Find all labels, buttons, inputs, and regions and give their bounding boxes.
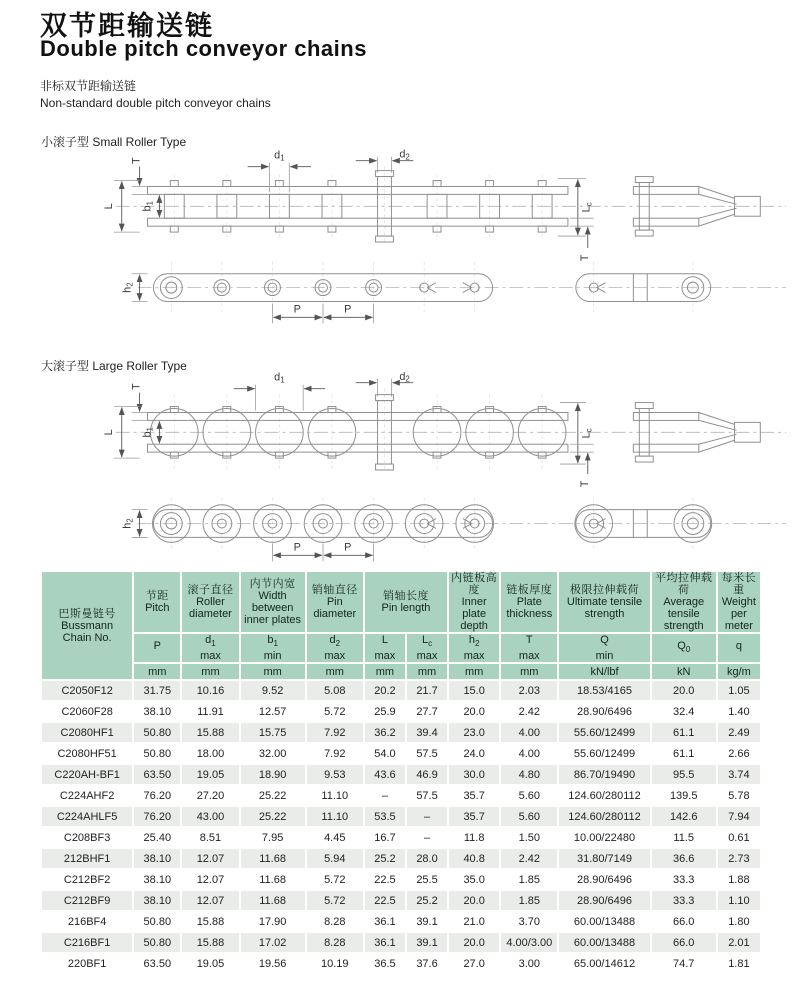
chain-no-cell: C216BF1	[42, 933, 132, 952]
value-cell: 86.70/19490	[559, 765, 649, 784]
symbol-q-min: Q min	[559, 634, 649, 662]
chain-no-cell: C220AH-BF1	[42, 765, 132, 784]
value-cell: 12.07	[182, 870, 238, 889]
value-cell: 8.28	[307, 912, 363, 931]
unit-cell: mm	[182, 664, 238, 679]
value-cell: –	[407, 828, 447, 847]
small-chain-plan-view	[122, 262, 786, 323]
chain-no-cell: C224AHF2	[42, 786, 132, 805]
value-cell: 60.00/13488	[559, 933, 649, 952]
unit-cell: mm	[407, 664, 447, 679]
value-cell: 33.3	[652, 870, 716, 889]
value-cell: 24.0	[449, 744, 499, 763]
value-cell: 11.10	[307, 807, 363, 826]
value-cell: 36.1	[365, 912, 405, 931]
table-row	[42, 891, 760, 910]
value-cell: 63.50	[134, 954, 180, 973]
value-cell: 1.05	[718, 681, 760, 700]
value-cell: 3.70	[501, 912, 557, 931]
value-cell: 15.75	[241, 723, 305, 742]
value-cell: 5.60	[501, 786, 557, 805]
spec-table	[40, 570, 762, 975]
value-cell: 4.80	[501, 765, 557, 784]
value-cell: 4.00/3.00	[501, 933, 557, 952]
dim-label-t: T	[130, 157, 143, 165]
value-cell: 10.00/22480	[559, 828, 649, 847]
unit-cell: mm	[449, 664, 499, 679]
unit-cell: kg/m	[718, 664, 760, 679]
value-cell: 12.07	[182, 891, 238, 910]
dimension-d2	[356, 371, 414, 397]
table-row	[42, 933, 760, 952]
value-cell: 25.5	[407, 870, 447, 889]
dim-label-lc: Lc	[580, 428, 594, 439]
dim-label-lc: Lc	[580, 202, 594, 213]
dim-label-d2: d2	[399, 148, 410, 162]
value-cell: 10.19	[307, 954, 363, 973]
chain-no-cell: C2060F28	[42, 702, 132, 721]
large-roller-diagram	[90, 370, 794, 568]
header-row-symbols	[42, 634, 760, 662]
col-header-roller-diameter: 滚子直径 Roller diameter	[182, 572, 238, 632]
table-row	[42, 912, 760, 931]
value-cell: –	[365, 786, 405, 805]
value-cell: 27.0	[449, 954, 499, 973]
value-cell: 11.68	[241, 870, 305, 889]
value-cell: 3.74	[718, 765, 760, 784]
value-cell: 20.0	[652, 681, 716, 700]
value-cell: 66.0	[652, 912, 716, 931]
value-cell: 17.90	[241, 912, 305, 931]
value-cell: 11.68	[241, 849, 305, 868]
value-cell: 2.42	[501, 849, 557, 868]
symbol-p: P	[134, 634, 180, 662]
table-row	[42, 786, 760, 805]
value-cell: 57.5	[407, 744, 447, 763]
dimension-t-bottom	[570, 444, 594, 487]
value-cell: 7.92	[307, 723, 363, 742]
table-row	[42, 828, 760, 847]
dim-label-d2: d2	[399, 370, 410, 384]
symbol-l-max: L max	[365, 634, 405, 662]
value-cell: 1.85	[501, 891, 557, 910]
header-row-names	[42, 572, 760, 632]
value-cell: 8.51	[182, 828, 238, 847]
col-header-weight-per-meter: 每米长重 Weight per meter	[718, 572, 760, 632]
value-cell: 4.00	[501, 744, 557, 763]
value-cell: 21.0	[449, 912, 499, 931]
dim-label-b1: b1	[141, 201, 155, 212]
value-cell: 32.00	[241, 744, 305, 763]
unit-cell: kN/lbf	[559, 664, 649, 679]
value-cell: 9.52	[241, 681, 305, 700]
value-cell: 25.2	[365, 849, 405, 868]
dim-label-p: P	[293, 541, 301, 554]
dim-label-p: P	[344, 303, 352, 316]
unit-cell: mm	[241, 664, 305, 679]
value-cell: 19.56	[241, 954, 305, 973]
col-header-average-tensile: 平均拉伸载荷 Average tensile strength	[652, 572, 716, 632]
table-row	[42, 681, 760, 700]
value-cell: 11.68	[241, 891, 305, 910]
value-cell: 31.80/7149	[559, 849, 649, 868]
value-cell: 15.88	[182, 933, 238, 952]
table-row	[42, 954, 760, 973]
value-cell: 28.0	[407, 849, 447, 868]
value-cell: 50.80	[134, 723, 180, 742]
value-cell: 38.10	[134, 891, 180, 910]
value-cell: 74.7	[652, 954, 716, 973]
chain-no-cell: C2080HF51	[42, 744, 132, 763]
unit-cell: mm	[134, 664, 180, 679]
dim-label-d1: d1	[274, 149, 285, 163]
value-cell: 53.5	[365, 807, 405, 826]
value-cell: 33.3	[652, 891, 716, 910]
dim-label-t: T	[130, 383, 143, 391]
value-cell: 25.22	[241, 786, 305, 805]
unit-cell: mm	[307, 664, 363, 679]
chain-no-cell: C212BF9	[42, 891, 132, 910]
value-cell: 46.9	[407, 765, 447, 784]
value-cell: 25.2	[407, 891, 447, 910]
header-row-units	[42, 664, 760, 679]
value-cell: 11.91	[182, 702, 238, 721]
value-cell: 39.1	[407, 912, 447, 931]
value-cell: 3.00	[501, 954, 557, 973]
table-row	[42, 765, 760, 784]
value-cell: 124.60/280112	[559, 807, 649, 826]
symbol-b1-min: $b_1$ min	[241, 634, 305, 662]
value-cell: 20.2	[365, 681, 405, 700]
table-row	[42, 807, 760, 826]
table-body	[42, 681, 760, 973]
value-cell: 76.20	[134, 786, 180, 805]
value-cell: 63.50	[134, 765, 180, 784]
value-cell: 61.1	[652, 723, 716, 742]
chain-no-cell: C208BF3	[42, 828, 132, 847]
symbol-q0: $Q_0$	[652, 634, 716, 662]
dim-label-d1: d1	[274, 371, 285, 385]
value-cell: 35.7	[449, 786, 499, 805]
value-cell: 43.00	[182, 807, 238, 826]
chain-no-cell: C212BF2	[42, 870, 132, 889]
value-cell: 2.01	[718, 933, 760, 952]
value-cell: 15.88	[182, 912, 238, 931]
value-cell: 21.7	[407, 681, 447, 700]
value-cell: 2.42	[501, 702, 557, 721]
chain-no-cell: C2050F12	[42, 681, 132, 700]
value-cell: 50.80	[134, 744, 180, 763]
value-cell: 17.02	[241, 933, 305, 952]
value-cell: 16.7	[365, 828, 405, 847]
value-cell: 65.00/14612	[559, 954, 649, 973]
value-cell: 4.45	[307, 828, 363, 847]
value-cell: 61.1	[652, 744, 716, 763]
symbol-t-max: T max	[501, 634, 557, 662]
dimension-b1	[141, 195, 159, 217]
chain-no-cell: 212BHF1	[42, 849, 132, 868]
value-cell: 57.5	[407, 786, 447, 805]
subtitle-chinese: 非标双节距输送链	[40, 79, 137, 93]
value-cell: 142.6	[652, 807, 716, 826]
dimension-t-top	[131, 157, 148, 194]
subtitle-english: Non-standard double pitch conveyor chains	[40, 96, 271, 110]
symbol-lc-max: $L_c$ max	[407, 634, 447, 662]
value-cell: 36.1	[365, 933, 405, 952]
value-cell: 37.6	[407, 954, 447, 973]
col-header-inner-plate-depth: 内链板高度 Inner plate depth	[449, 572, 499, 632]
value-cell: 12.07	[182, 849, 238, 868]
value-cell: 35.7	[449, 807, 499, 826]
value-cell: 1.80	[718, 912, 760, 931]
dim-label-p: P	[293, 303, 301, 316]
value-cell: 5.60	[501, 807, 557, 826]
section-label-large-roller: 大滚子型 Large Roller Type	[41, 359, 187, 373]
symbol-d2-max: $d_2$ max	[307, 634, 363, 662]
value-cell: 5.78	[718, 786, 760, 805]
col-header-pin-diameter: 销轴直径 Pin diameter	[307, 572, 363, 632]
value-cell: 25.9	[365, 702, 405, 721]
value-cell: 1.81	[718, 954, 760, 973]
value-cell: 35.0	[449, 870, 499, 889]
value-cell: 1.10	[718, 891, 760, 910]
value-cell: 20.0	[449, 891, 499, 910]
value-cell: 1.85	[501, 870, 557, 889]
value-cell: 1.40	[718, 702, 760, 721]
bottom-plate	[148, 218, 568, 226]
value-cell: 11.5	[652, 828, 716, 847]
dimension-p	[272, 303, 373, 323]
value-cell: 7.94	[718, 807, 760, 826]
value-cell: 2.49	[718, 723, 760, 742]
dimension-p	[272, 541, 373, 561]
unit-cell: kN	[652, 664, 716, 679]
value-cell: 5.72	[307, 870, 363, 889]
value-cell: 40.8	[449, 849, 499, 868]
page-title-english: Double pitch conveyor chains	[40, 36, 367, 61]
value-cell: 60.00/13488	[559, 912, 649, 931]
value-cell: 18.53/4165	[559, 681, 649, 700]
value-cell: 55.60/12499	[559, 723, 649, 742]
value-cell: 31.75	[134, 681, 180, 700]
value-cell: 2.73	[718, 849, 760, 868]
value-cell: 139.5	[652, 786, 716, 805]
value-cell: 43.6	[365, 765, 405, 784]
value-cell: 27.7	[407, 702, 447, 721]
value-cell: 27.20	[182, 786, 238, 805]
dim-label-l: L	[102, 429, 115, 436]
unit-cell: mm	[501, 664, 557, 679]
small-chain-side-view	[103, 149, 786, 261]
value-cell: 18.00	[182, 744, 238, 763]
value-cell: 11.8	[449, 828, 499, 847]
value-cell: 7.92	[307, 744, 363, 763]
large-chain-plan-view	[122, 498, 786, 561]
symbol-q: q	[718, 634, 760, 662]
value-cell: 36.2	[365, 723, 405, 742]
dim-label-t: T	[578, 254, 591, 262]
value-cell: 1.88	[718, 870, 760, 889]
value-cell: 18.90	[241, 765, 305, 784]
symbol-d1-max: $d_1$ max	[182, 634, 238, 662]
value-cell: 20.0	[449, 933, 499, 952]
value-cell: 2.03	[501, 681, 557, 700]
value-cell: 25.22	[241, 807, 305, 826]
unit-cell: mm	[365, 664, 405, 679]
value-cell: 19.05	[182, 765, 238, 784]
value-cell: 50.80	[134, 933, 180, 952]
table-row	[42, 723, 760, 742]
value-cell: 10.16	[182, 681, 238, 700]
value-cell: 12.57	[241, 702, 305, 721]
value-cell: 55.60/12499	[559, 744, 649, 763]
value-cell: 54.0	[365, 744, 405, 763]
dimension-lc	[560, 403, 594, 464]
value-cell: 11.10	[307, 786, 363, 805]
page-title-chinese: 双节距输送链	[40, 11, 214, 41]
value-cell: 28.90/6496	[559, 870, 649, 889]
value-cell: 36.6	[652, 849, 716, 868]
table-header	[42, 572, 760, 679]
value-cell: 38.10	[134, 702, 180, 721]
col-header-width-between-plates: 内节内宽 Width between inner plates	[241, 572, 305, 632]
value-cell: 8.28	[307, 933, 363, 952]
value-cell: 20.0	[449, 702, 499, 721]
value-cell: 32.4	[652, 702, 716, 721]
value-cell: 25.40	[134, 828, 180, 847]
dim-label-h2: h2	[121, 282, 135, 293]
value-cell: 15.0	[449, 681, 499, 700]
value-cell: 39.1	[407, 933, 447, 952]
dimension-b1	[141, 421, 159, 443]
value-cell: 124.60/280112	[559, 786, 649, 805]
top-plate	[148, 186, 568, 194]
chain-no-cell: 216BF4	[42, 912, 132, 931]
value-cell: 38.10	[134, 849, 180, 868]
dim-label-l: L	[102, 203, 115, 210]
dim-label-h2: h2	[121, 518, 135, 529]
chain-no-cell: C224AHLF5	[42, 807, 132, 826]
col-header-pin-length: 销轴长度 Pin length	[365, 572, 447, 632]
chain-no-header: 巴斯曼链号 Bussmann Chain No.	[42, 572, 132, 679]
table-row	[42, 849, 760, 868]
value-cell: 23.0	[449, 723, 499, 742]
chain-no-cell: 220BF1	[42, 954, 132, 973]
table-row	[42, 744, 760, 763]
value-cell: –	[407, 807, 447, 826]
value-cell: 38.10	[134, 870, 180, 889]
dimension-d1	[234, 372, 325, 411]
value-cell: 4.00	[501, 723, 557, 742]
value-cell: 2.66	[718, 744, 760, 763]
value-cell: 28.90/6496	[559, 702, 649, 721]
col-header-pitch: 节距 Pitch	[134, 572, 180, 632]
value-cell: 22.5	[365, 891, 405, 910]
value-cell: 15.88	[182, 723, 238, 742]
chain-no-cell: C2080HF1	[42, 723, 132, 742]
value-cell: 28.90/6496	[559, 891, 649, 910]
section-label-small-roller: 小滚子型 Small Roller Type	[41, 135, 187, 149]
dimension-lc	[558, 179, 594, 237]
value-cell: 0.61	[718, 828, 760, 847]
dimension-t-top	[131, 383, 148, 420]
value-cell: 9.53	[307, 765, 363, 784]
symbol-h2-max: $h_2$ max	[449, 634, 499, 662]
dimension-t-bottom	[570, 218, 594, 261]
table-row	[42, 870, 760, 889]
value-cell: 50.80	[134, 912, 180, 931]
page-subtitle	[40, 78, 271, 112]
value-cell: 39.4	[407, 723, 447, 742]
col-header-ultimate-tensile: 极限拉伸载荷 Ultimate tensile strength	[559, 572, 649, 632]
col-header-plate-thickness: 链板厚度 Plate thickness	[501, 572, 557, 632]
value-cell: 1.50	[501, 828, 557, 847]
dim-label-t: T	[578, 480, 591, 488]
value-cell: 5.08	[307, 681, 363, 700]
value-cell: 19.05	[182, 954, 238, 973]
value-cell: 5.94	[307, 849, 363, 868]
value-cell: 5.72	[307, 702, 363, 721]
dim-label-p: P	[344, 541, 352, 554]
value-cell: 36.5	[365, 954, 405, 973]
table-row	[42, 702, 760, 721]
small-roller-diagram	[90, 146, 794, 338]
value-cell: 76.20	[134, 807, 180, 826]
value-cell: 5.72	[307, 891, 363, 910]
large-chain-side-view	[103, 371, 786, 487]
value-cell: 66.0	[652, 933, 716, 952]
value-cell: 95.5	[652, 765, 716, 784]
dim-label-b1: b1	[141, 427, 155, 438]
value-cell: 30.0	[449, 765, 499, 784]
value-cell: 22.5	[365, 870, 405, 889]
value-cell: 7.95	[241, 828, 305, 847]
